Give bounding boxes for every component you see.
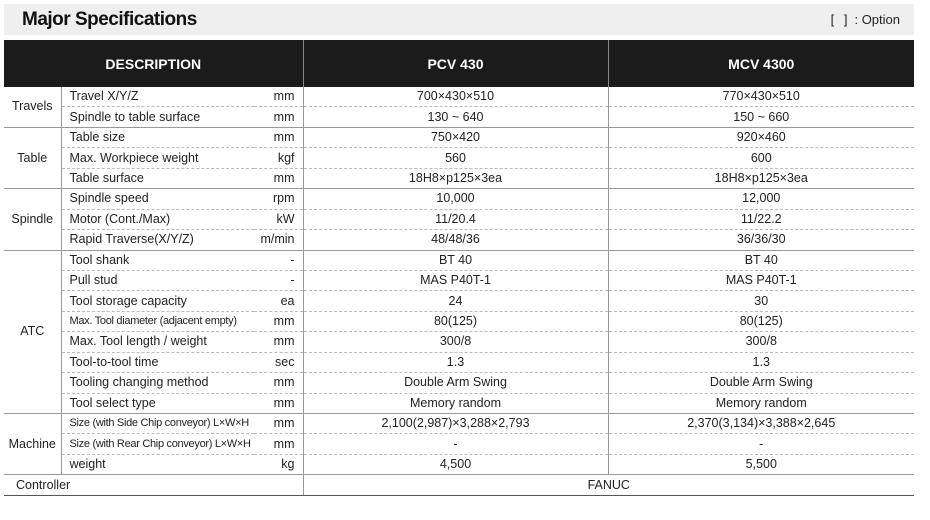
category-cell: Travels [4,87,61,127]
spec-row [4,107,914,127]
column-header-description: DESCRIPTION [4,40,303,87]
spec-unit: rpm [254,189,303,209]
spec-unit: - [254,250,303,270]
spec-description: Spindle to table surface [61,107,254,127]
spec-value-mcv4300: 300/8 [608,332,914,352]
spec-value-mcv4300: 920×460 [608,127,914,147]
spec-value-pcv430: 10,000 [303,189,608,209]
spec-value-pcv430: 300/8 [303,332,608,352]
spec-row [4,393,914,413]
spec-value-mcv4300: Memory random [608,393,914,413]
controller-row [4,475,914,495]
spec-value-pcv430: 4,500 [303,454,608,474]
title-bar [4,4,914,35]
spec-description: Size (with Side Chip conveyor) L×W×H [61,414,254,434]
spec-description: Size (with Rear Chip conveyor) L×W×H [61,434,254,454]
column-header-mcv4300: MCV 4300 [608,40,914,87]
spec-row [4,332,914,352]
spec-unit: mm [254,414,303,434]
spec-description: Tool-to-tool time [61,352,254,372]
spec-value-mcv4300: 2,370(3,134)×3,388×2,645 [608,414,914,434]
column-header-pcv430: PCV 430 [303,40,608,87]
spec-unit: kW [254,209,303,229]
spec-unit: mm [254,127,303,147]
spec-value-pcv430: 2,100(2,987)×3,288×2,793 [303,414,608,434]
category-cell: Table [4,127,61,188]
spec-value-mcv4300: 18H8×p125×3ea [608,168,914,188]
spec-description: Table size [61,127,254,147]
spec-unit: kgf [254,148,303,168]
spec-value-pcv430: 1.3 [303,352,608,372]
spec-value-mcv4300: 12,000 [608,189,914,209]
spec-description: Table surface [61,168,254,188]
option-legend [831,12,900,27]
spec-value-pcv430: Memory random [303,393,608,413]
option-bracket: [ ] [830,12,851,27]
spec-description: Tool select type [61,393,254,413]
spec-unit: mm [254,434,303,454]
spec-unit: mm [254,332,303,352]
spec-description: Pull stud [61,270,254,290]
spec-row [4,373,914,393]
spec-value-pcv430: 24 [303,291,608,311]
spec-value-pcv430: MAS P40T-1 [303,270,608,290]
spec-description: Rapid Traverse(X/Y/Z) [61,230,254,250]
spec-description: weight [61,454,254,474]
spec-row [4,127,914,147]
spec-value-pcv430: 560 [303,148,608,168]
spec-row [4,434,914,454]
spec-table [4,40,914,496]
spec-description: Max. Tool length / weight [61,332,254,352]
spec-value-mcv4300: 36/36/30 [608,230,914,250]
spec-value-mcv4300: 11/22.2 [608,209,914,229]
spec-value-pcv430: 18H8×p125×3ea [303,168,608,188]
spec-value-pcv430: 130 ~ 640 [303,107,608,127]
spec-row [4,168,914,188]
spec-description: Max. Tool diameter (adjacent empty) [61,311,254,331]
spec-unit: sec [254,352,303,372]
spec-description: Travel X/Y/Z [61,87,254,107]
spec-description: Tool shank [61,250,254,270]
spec-value-mcv4300: 150 ~ 660 [608,107,914,127]
spec-value-pcv430: 11/20.4 [303,209,608,229]
spec-unit: - [254,270,303,290]
spec-row [4,250,914,270]
spec-value-pcv430: 80(125) [303,311,608,331]
spec-unit: mm [254,373,303,393]
spec-unit: kg [254,454,303,474]
spec-description: Tool storage capacity [61,291,254,311]
spec-row [4,270,914,290]
spec-value-mcv4300: MAS P40T-1 [608,270,914,290]
spec-description: Motor (Cont./Max) [61,209,254,229]
controller-label: Controller [4,475,303,495]
spec-description: Spindle speed [61,189,254,209]
spec-unit: mm [254,393,303,413]
category-cell: Spindle [4,189,61,250]
page-title: Major Specifications [22,9,197,30]
category-cell: Machine [4,414,61,475]
spec-description: Tooling changing method [61,373,254,393]
spec-description: Max. Workpiece weight [61,148,254,168]
spec-value-mcv4300: 30 [608,291,914,311]
spec-value-mcv4300: 80(125) [608,311,914,331]
spec-value-mcv4300: 770×430×510 [608,87,914,107]
spec-row [4,311,914,331]
spec-value-mcv4300: 5,500 [608,454,914,474]
option-label: : Option [854,12,900,27]
spec-value-pcv430: 750×420 [303,127,608,147]
spec-value-pcv430: 700×430×510 [303,87,608,107]
header-row [4,40,914,87]
spec-row [4,352,914,372]
spec-row [4,414,914,434]
controller-value: FANUC [303,475,914,495]
spec-unit: m/min [254,230,303,250]
spec-unit: mm [254,87,303,107]
spec-row [4,291,914,311]
spec-value-pcv430: Double Arm Swing [303,373,608,393]
spec-row [4,209,914,229]
spec-row [4,148,914,168]
spec-row [4,230,914,250]
spec-value-mcv4300: BT 40 [608,250,914,270]
spec-body [4,87,914,495]
spec-value-mcv4300: 1.3 [608,352,914,372]
spec-unit: mm [254,168,303,188]
spec-unit: ea [254,291,303,311]
spec-value-mcv4300: - [608,434,914,454]
spec-unit: mm [254,107,303,127]
spec-value-mcv4300: Double Arm Swing [608,373,914,393]
category-cell: ATC [4,250,61,414]
spec-unit: mm [254,311,303,331]
spec-value-pcv430: - [303,434,608,454]
spec-value-pcv430: BT 40 [303,250,608,270]
spec-value-pcv430: 48/48/36 [303,230,608,250]
spec-row [4,454,914,474]
spec-row [4,189,914,209]
spec-row [4,87,914,107]
spec-value-mcv4300: 600 [608,148,914,168]
